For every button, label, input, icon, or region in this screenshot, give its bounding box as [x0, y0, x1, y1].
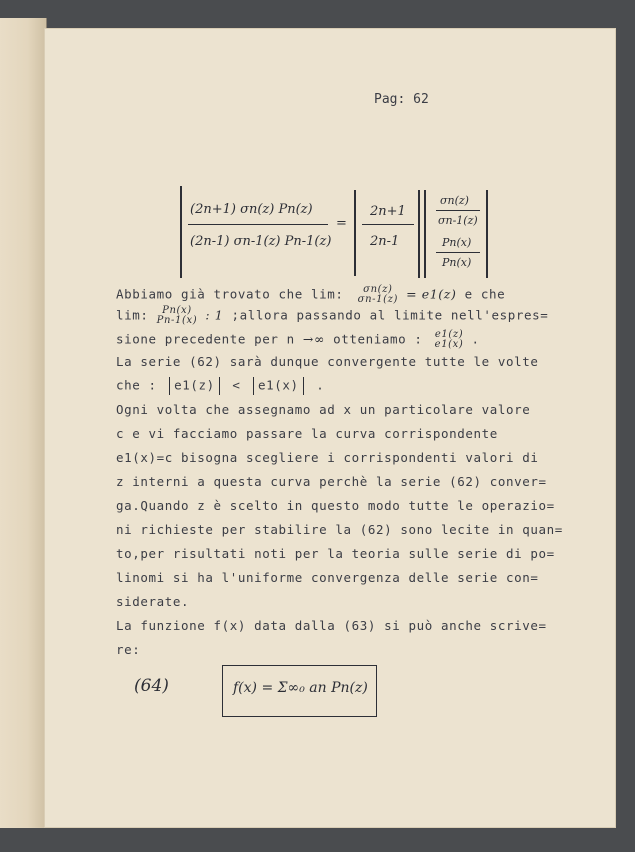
formula-rhs-numerator: 2n+1 [370, 204, 406, 219]
equation-64-content: f(x) = Σ∞₀ an Pn(z) [233, 680, 368, 696]
text-line-5 [116, 377, 324, 395]
formula-bar [354, 190, 356, 276]
text-line-12: to,per risultati noti per la teoria sulle serie di po= [116, 546, 555, 561]
lim1-result: = e1(z) [406, 286, 457, 302]
document-page [44, 28, 616, 828]
ratio2-numerator: Pn(x) [442, 236, 472, 249]
text-line-16: re: [116, 642, 141, 657]
ineq-left: e1(z) [174, 377, 215, 393]
lim2-den: Pn-1(x) [156, 315, 198, 326]
lim2-tail: ;allora passando al limite nell'espres= [231, 307, 549, 323]
text-line-14: siderate. [116, 594, 190, 609]
formula-bar [486, 190, 488, 278]
binder-edge [0, 18, 47, 828]
text: . [471, 331, 480, 347]
text: lim: [116, 307, 149, 323]
lim2-num: Pn(x) [162, 305, 192, 316]
ineq-right: e1(x) [258, 377, 299, 393]
text-line-7: c e vi facciamo passare la curva corrispondente [116, 426, 498, 441]
ratio1-numerator: σn(z) [440, 194, 469, 207]
text-line-2 [116, 306, 548, 326]
text-line-8: e1(x)=c bisogna scegliere i corrispondenti valori di [116, 450, 539, 465]
ratio2-denominator: Pn(x) [442, 256, 472, 269]
text-line-10: ga.Quando z è scelto in questo modo tutte le operazio= [116, 498, 555, 513]
formula-lhs-denominator: (2n-1) σn-1(z) Pn-1(z) [190, 234, 332, 249]
text: sione precedente per n [116, 331, 295, 347]
equation-64-box [222, 665, 377, 717]
result-num: e1(z) [434, 329, 464, 340]
fraction-line [436, 252, 480, 253]
lim1-fraction [358, 285, 398, 305]
arrow-infinity: →∞ [302, 331, 325, 347]
ratio1-denominator: σn-1(z) [438, 214, 478, 227]
abs-bar [303, 377, 304, 395]
equation-64-label: (64) [134, 676, 169, 696]
formula-bar [424, 190, 426, 278]
text-line-4: La serie (62) sarà dunque convergente tutte le volte [116, 354, 539, 369]
fraction-line [436, 210, 480, 211]
abs-bar [253, 377, 254, 395]
text-line-15: La funzione f(x) data dalla (63) si può anche scrive= [116, 618, 547, 633]
lim2-result: : 1 [205, 307, 224, 323]
ineq-sign: < [232, 377, 241, 393]
text-line-3 [116, 330, 480, 350]
text: otteniamo : [333, 331, 423, 347]
formula-bar [180, 186, 182, 278]
fraction-line [188, 224, 328, 225]
text-line-13: linomi si ha l'uniforme convergenza delle serie con= [116, 570, 539, 585]
formula-equals: = [336, 216, 347, 231]
fraction-line [362, 224, 414, 225]
text: che : [116, 377, 157, 393]
text-line-11: ni richieste per stabilire la (62) sono lecite in quan= [116, 522, 563, 537]
abs-bar [169, 377, 170, 395]
formula-rhs-denominator: 2n-1 [370, 234, 400, 249]
text: . [316, 377, 325, 393]
text: Abbiamo già trovato che lim: [116, 286, 344, 302]
lim1-den: σn-1(z) [357, 294, 398, 305]
abs-bar [219, 377, 220, 395]
text-line-1 [116, 285, 505, 305]
result-den: e1(x) [434, 339, 464, 350]
lim2-fraction [157, 306, 198, 326]
text-line-6: Ogni volta che assegnamo ad x un particolare valore [116, 402, 531, 417]
result-fraction [435, 330, 464, 350]
formula-lhs-numerator: (2n+1) σn(z) Pn(z) [190, 202, 313, 217]
formula-bar [418, 190, 420, 278]
lim1-tail: e che [464, 286, 506, 302]
page-number: Pag: 62 [374, 92, 429, 107]
text-line-9: z interni a questa curva perchè la serie (62) conver= [116, 474, 547, 489]
lim1-num: σn(z) [363, 284, 393, 295]
formula-62-detail [174, 186, 494, 278]
